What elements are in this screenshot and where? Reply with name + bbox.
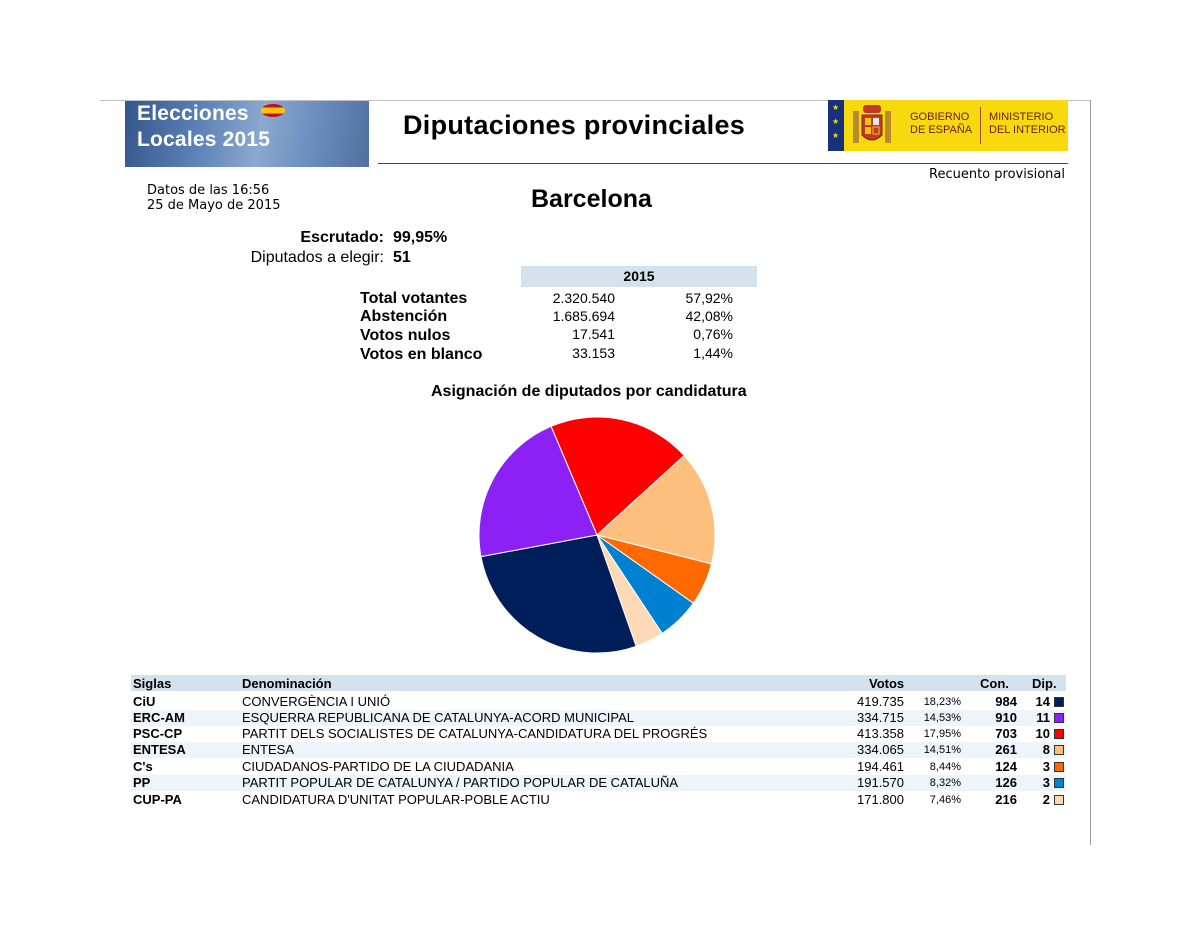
row-denominacion: CANDIDATURA D'UNITAT POPULAR-POBLE ACTIU — [242, 792, 550, 807]
row-con: 910 — [995, 710, 1017, 725]
logo-line1: Elecciones — [137, 102, 249, 125]
stat-pct: 42,08% — [685, 308, 733, 324]
row-dip: 14 — [1035, 694, 1050, 709]
stat-pct: 57,92% — [685, 290, 733, 306]
table-row — [131, 792, 1066, 808]
diputados-label: Diputados a elegir: — [250, 249, 384, 266]
stat-value: 2.320.540 — [552, 290, 615, 306]
data-timestamp — [147, 183, 281, 213]
party-color-swatch — [1054, 745, 1064, 755]
header-con: Con. — [980, 676, 1009, 691]
row-pct: 18,23% — [923, 696, 961, 708]
row-con: 216 — [995, 792, 1017, 807]
row-siglas: C's — [133, 759, 153, 774]
row-siglas: CUP-PA — [133, 792, 182, 807]
row-denominacion: ESQUERRA REPUBLICANA DE CATALUNYA-ACORD MUNICIPAL — [242, 710, 635, 725]
row-denominacion: PARTIT POPULAR DE CATALUNYA / PARTIDO POPULAR DE CATALUÑA — [242, 775, 679, 790]
row-votos: 171.800 — [857, 792, 904, 807]
row-pct: 14,53% — [923, 712, 961, 724]
diputados-value: 51 — [393, 249, 411, 266]
table-row — [131, 759, 1066, 775]
party-color-swatch — [1054, 795, 1064, 805]
row-votos: 413.358 — [857, 726, 904, 741]
row-dip: 2 — [1042, 792, 1050, 807]
row-dip: 8 — [1042, 742, 1050, 757]
row-votos: 334.715 — [857, 710, 904, 725]
header-siglas: Siglas — [133, 676, 172, 691]
stat-label: Votos nulos — [360, 327, 451, 344]
row-con: 124 — [995, 759, 1017, 774]
row-pct: 17,95% — [923, 728, 961, 740]
escrutado-label: Escrutado: — [300, 229, 384, 246]
gov-separator — [980, 107, 981, 144]
row-dip: 3 — [1042, 775, 1050, 790]
party-color-swatch — [1054, 762, 1064, 772]
row-con: 126 — [995, 775, 1017, 790]
stat-value: 1.685.694 — [552, 308, 615, 324]
coat-of-arms-icon — [850, 103, 894, 148]
chart-title: Asignación de diputados por candidatura — [431, 383, 747, 400]
header-denominacion: Denominación — [242, 676, 332, 691]
title-underline — [378, 163, 1068, 164]
row-dip: 10 — [1035, 726, 1050, 741]
row-votos: 419.735 — [857, 694, 904, 709]
party-color-swatch — [1054, 713, 1064, 723]
stat-label: Votos en blanco — [360, 346, 483, 363]
row-votos: 191.570 — [857, 775, 904, 790]
timestamp-date: 25 de Mayo de 2015 — [147, 198, 281, 213]
timestamp-time: Datos de las 16:56 — [147, 183, 270, 198]
row-denominacion: CONVERGÈNCIA I UNIÓ — [242, 694, 391, 709]
row-siglas: PSC-CP — [133, 726, 183, 741]
stat-pct: 0,76% — [693, 326, 733, 342]
row-con: 703 — [995, 726, 1017, 741]
province-name: Barcelona — [531, 185, 652, 213]
row-dip: 11 — [1036, 710, 1050, 725]
government-logo — [828, 100, 1068, 151]
row-siglas: ERC-AM — [133, 710, 185, 725]
table-row — [131, 742, 1066, 758]
row-siglas: PP — [133, 775, 151, 790]
stat-value: 17.541 — [572, 326, 615, 342]
stat-pct: 1,44% — [693, 345, 733, 361]
stat-label: Total votantes — [360, 290, 468, 307]
row-pct: 8,44% — [929, 761, 961, 773]
table-row — [131, 726, 1066, 742]
elections-logo — [125, 101, 369, 167]
row-siglas: CiU — [133, 694, 156, 709]
escrutado-value: 99,95% — [393, 229, 448, 246]
row-denominacion: CIUDADANOS-PARTIDO DE LA CIUDADANIA — [242, 759, 514, 774]
stat-value: 33.153 — [572, 345, 615, 361]
table-row — [131, 694, 1066, 710]
table-row — [131, 710, 1066, 726]
header-dip: Dip. — [1032, 676, 1057, 691]
header-votos: Votos — [869, 676, 905, 691]
party-color-swatch — [1054, 729, 1064, 739]
gov-text-gobierno: GOBIERNO DE ESPAÑA — [910, 111, 973, 136]
row-siglas: ENTESA — [133, 742, 186, 757]
year-header: 2015 — [521, 266, 757, 287]
row-con: 984 — [995, 694, 1017, 709]
gov-text-ministerio: MINISTERIO DEL INTERIOR — [989, 111, 1066, 136]
stat-label: Abstención — [360, 308, 448, 325]
row-votos: 194.461 — [857, 759, 904, 774]
eu-flag-icon: ★ ★ ★ — [828, 100, 844, 151]
row-pct: 7,46% — [929, 794, 961, 806]
row-pct: 8,32% — [929, 777, 961, 789]
page-title: Diputaciones provinciales — [403, 110, 746, 140]
row-votos: 334.065 — [857, 742, 904, 757]
row-con: 261 — [995, 742, 1017, 757]
row-pct: 14,51% — [923, 744, 961, 756]
right-divider — [1090, 100, 1091, 845]
party-color-swatch — [1054, 697, 1064, 707]
logo-line2: Locales 2015 — [137, 128, 271, 151]
table-row — [131, 775, 1066, 791]
recuento-status: Recuento provisional — [929, 167, 1065, 182]
row-denominacion: ENTESA — [242, 742, 295, 757]
spain-flag-icon — [261, 104, 285, 117]
party-color-swatch — [1054, 778, 1064, 788]
row-denominacion: PARTIT DELS SOCIALISTES DE CATALUNYA-CANDIDATURA DEL PROGRÉS — [242, 726, 708, 741]
row-dip: 3 — [1042, 759, 1050, 774]
seats-pie-chart — [470, 408, 730, 668]
